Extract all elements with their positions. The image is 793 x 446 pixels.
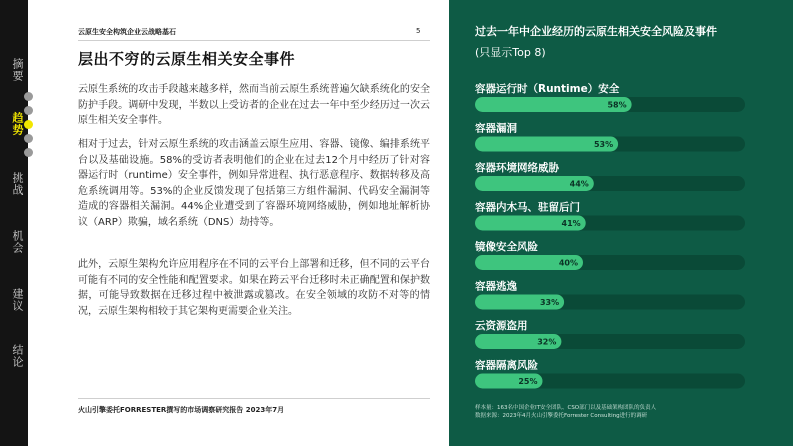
nav-dot[interactable] [24, 134, 33, 143]
page-number: 5 [416, 27, 421, 35]
source-note: 数据来源：2023年4月火山引擎委托Forrester Consulting进行的调研 [475, 413, 648, 419]
value-label: 40% [558, 258, 578, 268]
chart-panel [449, 0, 793, 446]
value-label: 44% [569, 179, 589, 189]
value-label: 32% [537, 337, 557, 347]
category-label: 容器环境网络威胁 [475, 162, 559, 174]
sample-note: 样本量：163名中国企业IT安全团队、CSO部门以及基础架构团队的负责人 [475, 405, 657, 411]
nav-dot[interactable] [24, 148, 33, 157]
category-label: 容器运行时（Runtime）安全 [475, 83, 620, 95]
header-divider [78, 40, 430, 41]
nav-item-recommendations[interactable]: 建议 [11, 288, 24, 312]
chart-notes [475, 404, 656, 420]
paragraph: 相对于过去，针对云原生系统的攻击涵盖云原生应用、容器、镜像、编排系统平台以及基础设施。58%的受访者表明他们的企业在过去12个月中经历了针对容器运行时（runtime）安全事件，例如异常进程、执行恶意程序、数据转移及高危系统调用等。53%的企业反馈发现了包括第三方组件漏洞、代码安全漏洞等造成的容器相关漏洞。44%企业遭受到了容器环境网络威胁，例如地址解析协议（ARP）欺骗，域名系统（DNS）劫持等。 [78, 139, 430, 228]
paragraph: 云原生系统的攻击手段越来越多样，然而当前云原生系统普遍欠缺系统化的安全防护手段。调研中发现，半数以上受访者的企业在过去一年中至少经历过一次云原生相关安全事件。 [78, 84, 430, 126]
category-label: 镜像安全风险 [475, 241, 538, 253]
nav-item-trends[interactable]: 趋势 [11, 112, 24, 136]
nav-dot[interactable] [24, 92, 33, 101]
nav-item-challenges[interactable]: 挑战 [11, 172, 24, 196]
nav-item-opportunities[interactable]: 机会 [11, 230, 24, 254]
value-label: 58% [607, 100, 627, 110]
category-label: 容器漏洞 [475, 122, 517, 135]
category-label: 云资源盗用 [475, 320, 528, 332]
running-title: 云原生安全构筑企业云战略基石 [78, 28, 176, 36]
category-label: 容器隔离风险 [475, 359, 538, 372]
category-label: 容器逃逸 [475, 280, 517, 293]
footer-divider [78, 398, 430, 399]
paragraph: 此外，云原生架构允许应用程序在不同的云平台上部署和迁移，但不同的云平台可能有不同的安全性能和配置要求。如果在跨云平台迁移时未正确配置和保护数据，可能导致数据在迁移过程中被泄露或篡改。在安全领域的攻防不对等的情况，云原生架构相较于其它架构更需要企业关注。 [78, 259, 430, 317]
value-label: 25% [518, 377, 538, 386]
value-label: 33% [539, 298, 560, 307]
category-label: 容器内木马、驻留后门 [475, 201, 580, 214]
nav-dot[interactable] [24, 106, 33, 115]
page-title: 层出不穷的云原生相关安全事件 [78, 50, 296, 68]
chart-title: 过去一年中企业经历的云原生相关安全风险及事件 [475, 25, 717, 38]
chart-subtitle: (只显示Top 8) [475, 46, 546, 59]
nav-rail [28, 0, 42, 446]
value-label: 53% [593, 140, 614, 149]
footer-text: 火山引擎委托FORRESTER撰写的市场调察研究报告 2023年7月 [78, 406, 285, 414]
value-label: 41% [561, 219, 581, 228]
report-page [78, 0, 430, 446]
section-nav [0, 0, 42, 446]
bar-chart [449, 0, 793, 400]
nav-item-conclusion[interactable]: 结论 [11, 344, 24, 368]
nav-dot-active[interactable] [24, 120, 33, 129]
nav-item-summary[interactable]: 摘要 [11, 58, 24, 82]
